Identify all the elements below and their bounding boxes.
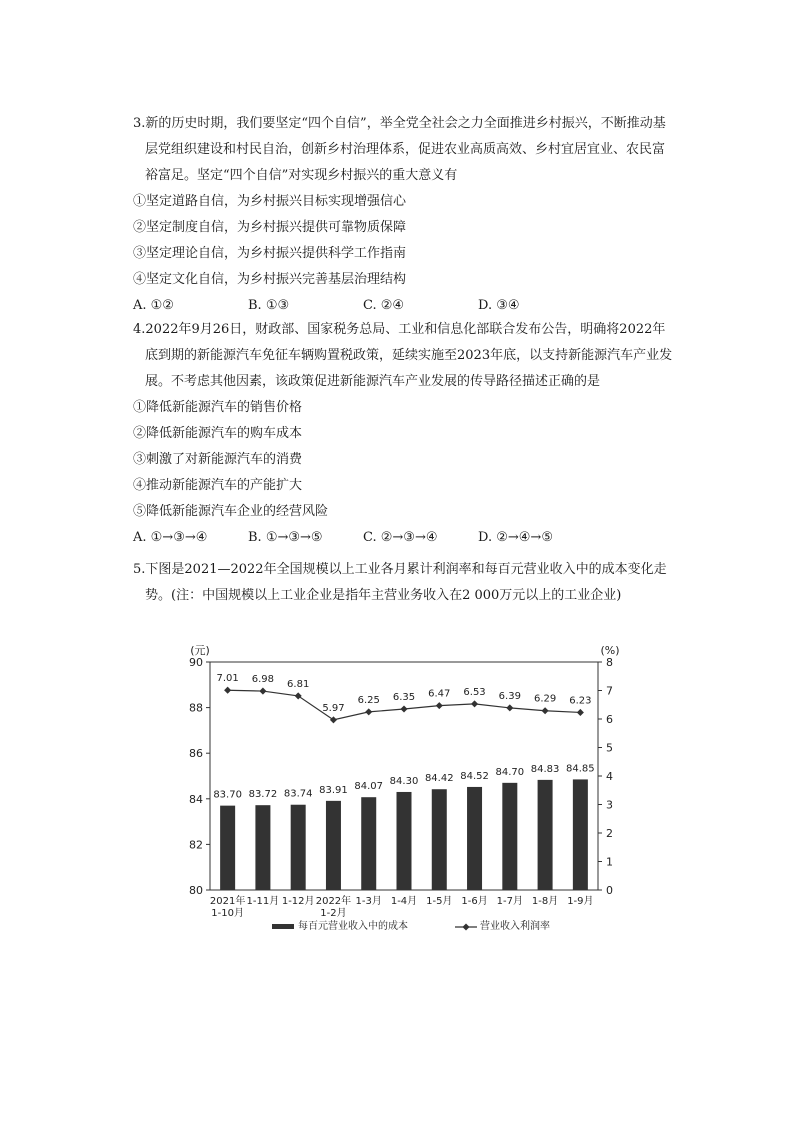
profit-rate-label: 6.81 bbox=[287, 678, 310, 690]
left-tick-label: 88 bbox=[189, 701, 203, 715]
question-4-item-2: ②降低新能源汽车的购车成本 bbox=[133, 426, 303, 441]
cost-bar-label: 84.85 bbox=[566, 763, 595, 775]
cost-bar-label: 84.30 bbox=[389, 775, 419, 787]
profit-rate-label: 6.39 bbox=[498, 690, 521, 702]
x-category-label: 1-6月 bbox=[461, 896, 488, 907]
x-category-label: 1-11月 bbox=[246, 896, 280, 907]
cost-bar-label: 83.70 bbox=[213, 789, 242, 801]
profit-rate-label: 6.47 bbox=[428, 688, 451, 700]
cost-bar-label: 84.52 bbox=[460, 770, 489, 782]
right-tick-label: 4 bbox=[606, 770, 613, 783]
x-category-label: 2022年 bbox=[315, 896, 352, 907]
x-category-label: 2021年 bbox=[209, 896, 246, 907]
profit-rate-point bbox=[471, 700, 478, 707]
x-category-label: 1-4月 bbox=[390, 896, 418, 907]
right-tick-label: 7 bbox=[606, 684, 613, 698]
cost-bar bbox=[573, 779, 588, 890]
question-4-item-1: ①降低新能源汽车的销售价格 bbox=[133, 400, 303, 415]
question-4-option-d[interactable]: D. ②→④→⑤ bbox=[478, 530, 553, 545]
left-tick-label: 84 bbox=[189, 792, 203, 806]
question-4-option-a[interactable]: A. ①→③→④ bbox=[133, 530, 208, 545]
right-tick-label: 5 bbox=[606, 741, 613, 755]
cost-bar bbox=[361, 797, 376, 890]
cost-bar bbox=[397, 792, 412, 890]
question-4-item-5: ⑤降低新能源汽车企业的经营风险 bbox=[133, 504, 329, 519]
profit-rate-label: 6.35 bbox=[392, 692, 416, 704]
x-category-label: 1-9月 bbox=[567, 896, 594, 907]
question-5 bbox=[133, 557, 673, 609]
cost-bar-label: 83.72 bbox=[248, 789, 278, 801]
question-3-option-b[interactable]: B. ①③ bbox=[248, 298, 290, 313]
profit-rate-point bbox=[259, 688, 266, 695]
right-tick-label: 2 bbox=[606, 827, 613, 840]
profit-rate-point bbox=[436, 702, 443, 709]
legend-bar-swatch bbox=[272, 924, 294, 929]
question-5-stem: 5.下图是2021—2022年全国规模以上工业各月累计利润率和每百元营业收入中的成本变化走势。(注：中国规模以上工业企业是指年主营业务收入在2 000万元以上的工业企业) bbox=[133, 562, 667, 603]
question-3-item-4: ④坚定文化自信，为乡村振兴完善基层治理结构 bbox=[133, 272, 407, 287]
question-4-options bbox=[133, 525, 673, 551]
cost-bar-label: 84.70 bbox=[495, 766, 525, 778]
question-3-option-c[interactable]: C. ②④ bbox=[363, 298, 405, 313]
cost-bar-label: 84.83 bbox=[530, 763, 560, 775]
cost-bar bbox=[538, 780, 553, 890]
left-tick-label: 86 bbox=[189, 747, 203, 761]
profit-rate-label: 6.29 bbox=[533, 693, 557, 705]
right-tick-label: 6 bbox=[606, 713, 613, 726]
cost-bar bbox=[432, 789, 447, 890]
cost-bar bbox=[467, 787, 482, 890]
left-tick-label: 80 bbox=[189, 884, 203, 897]
cost-bar bbox=[220, 806, 235, 890]
left-tick-label: 82 bbox=[189, 838, 203, 852]
right-tick-label: 3 bbox=[606, 798, 613, 812]
x-category-label: 1-10月 bbox=[211, 908, 244, 919]
question-3-options bbox=[133, 293, 673, 319]
right-tick-label: 1 bbox=[606, 855, 613, 869]
profit-rate-point bbox=[224, 687, 231, 694]
cost-bar-label: 83.91 bbox=[319, 784, 348, 796]
question-4 bbox=[133, 317, 673, 551]
question-4-option-b[interactable]: B. ①→③→⑤ bbox=[248, 530, 323, 545]
profit-rate-point bbox=[295, 692, 302, 699]
legend-line-label: 营业收入利润率 bbox=[480, 921, 550, 932]
question-3 bbox=[133, 111, 673, 319]
profit-rate-point bbox=[365, 708, 372, 715]
cost-bar-label: 84.07 bbox=[354, 781, 384, 793]
right-axis-unit: (%) bbox=[600, 644, 620, 657]
profit-rate-point bbox=[330, 716, 337, 723]
x-category-label: 1-3月 bbox=[355, 896, 382, 907]
question-3-item-1: ①坚定道路自信，为乡村振兴目标实现增强信心 bbox=[133, 194, 407, 209]
x-category-label: 1-5月 bbox=[426, 896, 453, 907]
left-tick-label: 90 bbox=[189, 656, 203, 669]
cost-bar bbox=[291, 805, 306, 890]
question-4-item-3: ③刺激了对新能源汽车的消费 bbox=[133, 452, 303, 467]
profit-rate-point bbox=[542, 707, 549, 714]
x-category-label: 1-12月 bbox=[281, 896, 315, 907]
profit-rate-point bbox=[400, 705, 407, 712]
profit-rate-point bbox=[577, 709, 584, 716]
question-3-stem: 3.新的历史时期，我们要坚定“四个自信”，举全党全社会之力全面推进乡村振兴，不断推动基层党组织建设和村民自治，创新乡村治理体系，促进农业高质高效、乡村宜居宜业、农民富裕富足。坚定“四个自信”对实现乡村振兴的重大意义有 bbox=[133, 116, 666, 183]
right-tick-label: 0 bbox=[606, 884, 613, 897]
profit-rate-label: 6.25 bbox=[357, 694, 380, 706]
profit-rate-label: 7.01 bbox=[216, 673, 239, 685]
right-tick-label: 8 bbox=[606, 656, 613, 669]
question-3-item-3: ③坚定理论自信，为乡村振兴提供科学工作指南 bbox=[133, 246, 407, 261]
profit-rate-point bbox=[506, 704, 513, 711]
cost-bar-label: 84.42 bbox=[424, 773, 454, 785]
x-category-label: 1-2月 bbox=[320, 908, 347, 919]
left-axis-unit: (元) bbox=[190, 644, 210, 657]
cost-bar bbox=[502, 783, 517, 890]
cost-bar bbox=[326, 801, 341, 890]
profit-rate-label: 6.98 bbox=[251, 674, 275, 686]
legend-bar-label: 每百元营业收入中的成本 bbox=[298, 921, 408, 932]
profit-rate-label: 6.23 bbox=[569, 695, 592, 707]
question-4-stem: 4.2022年9月26日，财政部、国家税务总局、工业和信息化部联合发布公告，明确将2022年底到期的新能源汽车免征车辆购置税政策，延续实施至2023年底，以支持新能源汽车产业发展。不考虑其他因素，该政策促进新能源汽车产业发展的传导路径描述正确的是 bbox=[133, 322, 673, 389]
question-3-option-a[interactable]: A. ①② bbox=[133, 298, 174, 313]
question-4-option-c[interactable]: C. ②→③→④ bbox=[363, 530, 438, 545]
legend-line-marker bbox=[462, 923, 469, 930]
cost-bar bbox=[255, 805, 270, 890]
question-4-item-4: ④推动新能源汽车的产能扩大 bbox=[133, 478, 303, 493]
x-category-label: 1-8月 bbox=[531, 896, 559, 907]
question-3-option-d[interactable]: D. ③④ bbox=[478, 298, 520, 313]
profit-cost-chart bbox=[175, 640, 635, 940]
cost-bar-label: 83.74 bbox=[283, 788, 313, 800]
profit-rate-label: 5.97 bbox=[322, 702, 345, 714]
x-category-label: 1-7月 bbox=[496, 896, 523, 907]
profit-rate-label: 6.53 bbox=[463, 686, 486, 698]
question-3-item-2: ②坚定制度自信，为乡村振兴提供可靠物质保障 bbox=[133, 220, 407, 235]
